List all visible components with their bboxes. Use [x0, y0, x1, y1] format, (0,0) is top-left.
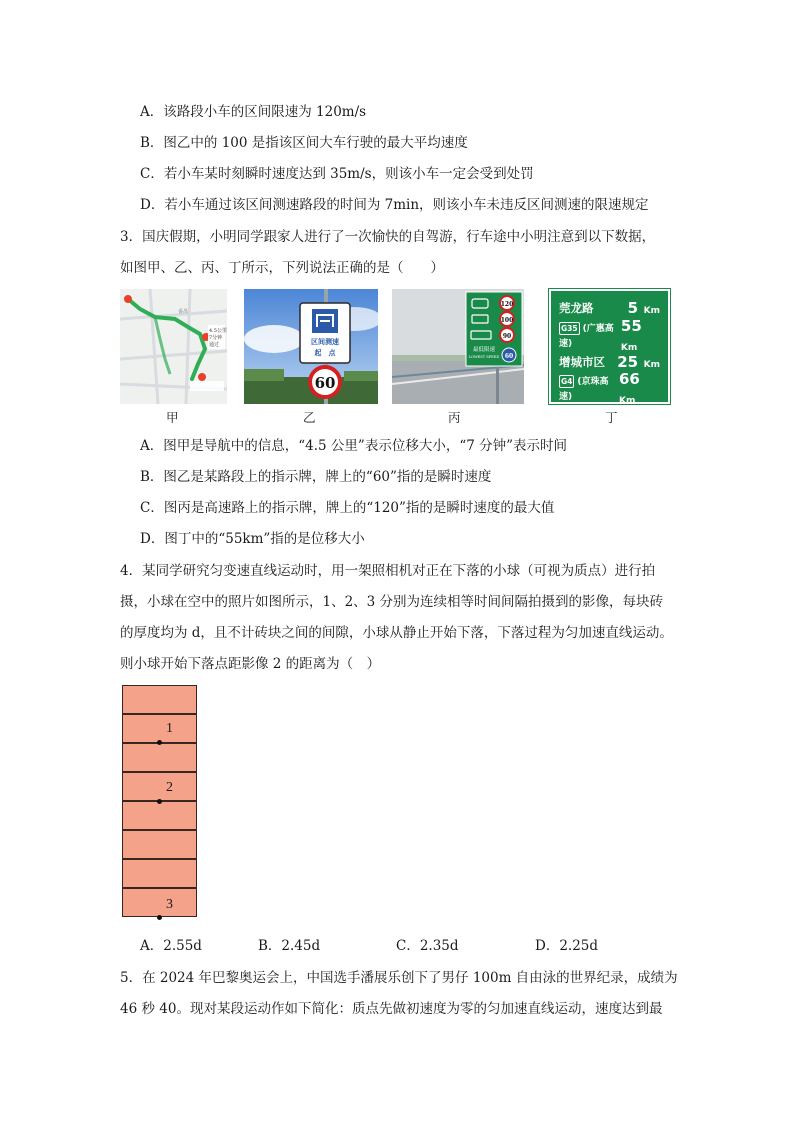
q3-option-c: C．图丙是高速路上的指示牌，牌上的“120”指的是瞬时速度的最大值: [140, 500, 555, 516]
q2-option-d: D．若小车通过该区间测速路段的时间为 7min，则该小车未违反区间测速的限速规定: [140, 197, 649, 213]
unit-3: Km: [643, 360, 660, 370]
destination-1: 莞龙路: [559, 300, 594, 315]
ball-image-2: [157, 799, 162, 804]
q3-stem-line2: 如图甲、乙、丙、丁所示，下列说法正确的是（ ）: [120, 260, 444, 276]
q4-stem-line3: 的厚度均为 d，且不计砖块之间的间隙，小球从静止开始下落，下落过程为匀加速直线运动。: [120, 625, 673, 641]
ball-image-3: [157, 915, 162, 920]
map-time-label: 7分钟: [209, 335, 223, 341]
distance-1: 5: [627, 299, 639, 317]
distance-3: 25: [617, 353, 639, 371]
brick: [122, 859, 197, 888]
destination-2: (广惠高速): [559, 324, 614, 349]
speed-zone-sign-photo: [244, 289, 378, 404]
unit-1: Km: [643, 306, 660, 316]
caption-yi: 乙: [303, 410, 316, 425]
brick: [122, 685, 197, 714]
ball-label-2: 2: [166, 780, 173, 795]
q5-stem-line1: 5．在 2024 年巴黎奥运会上，中国选手潘展乐创下了男仔 100m 自由泳的世界纪录，成绩为: [120, 970, 678, 986]
distance-sign-photo: [549, 289, 670, 404]
speed-100-text: 100: [500, 317, 514, 324]
map-place-label: 番禺: [178, 309, 189, 315]
lowest-speed-text: 最低限速: [472, 347, 496, 353]
brick: [122, 801, 197, 830]
q2-option-b: B．图乙中的 100 是指该区间大车行驶的最大平均速度: [140, 135, 468, 151]
highway-speed-sign-photo: [392, 289, 524, 404]
brick: [122, 772, 197, 801]
caption-bing: 丙: [448, 410, 461, 425]
map-drawing: [120, 289, 227, 404]
highway-sign-drawing: [392, 289, 524, 404]
distance-4: 66: [618, 369, 640, 388]
distance-2: 55: [620, 316, 642, 335]
q3-option-b: B．图乙是某路段上的指示牌，牌上的“60”指的是瞬时速度: [140, 469, 492, 485]
caption-ding: 丁: [605, 410, 618, 425]
speed-zone-drawing: [244, 289, 378, 404]
unit-2: Km: [620, 342, 638, 353]
q3-stem-line1: 3．国庆假期，小明同学跟家人进行了一次愉快的自驾游，行车途中小明注意到以下数据，: [120, 229, 656, 245]
speed-zone-start-text: 起 点: [314, 348, 336, 357]
unit-4: Km: [618, 395, 636, 404]
q4-stem-line2: 摄，小球在空中的照片如图所示，1、2、3 分别为连续相等时间间隔拍摄到的影像，每块砖: [120, 594, 664, 610]
q3-option-d: D．图丁中的“55km”指的是位移大小: [140, 531, 365, 547]
map-pass-label: 通过: [209, 342, 220, 348]
speed-90-text: 90: [502, 333, 512, 340]
q3-option-a: A．图甲是导航中的信息，“4.5 公里”表示位移大小，“7 分钟”表示时间: [140, 438, 567, 454]
q4-choice-c: C．2.35d: [396, 938, 459, 954]
brick: [122, 743, 197, 772]
speed-zone-text: 区间测速: [311, 337, 339, 346]
map-image: [120, 289, 227, 404]
min-speed-text: 60: [504, 353, 514, 360]
ball-label-3: 3: [166, 897, 173, 912]
distance-row-2: [559, 316, 660, 353]
caption-jia: 甲: [166, 410, 179, 425]
q5-stem-line2: 46 秒 40。现对某段运动作如下简化：质点先做初速度为零的匀加速直线运动，速度达到最: [120, 1001, 663, 1017]
ball-label-1: 1: [166, 721, 173, 736]
map-distance-label: 4.5公里: [209, 328, 227, 334]
g35-badge: G35: [561, 324, 578, 333]
brick: [122, 830, 197, 859]
distance-row-4: [559, 369, 660, 404]
q4-stem-line4: 则小球开始下落点距影像 2 的距离为（ ）: [120, 656, 381, 672]
lowest-speed-en-text: LOWEST SPEED: [468, 355, 500, 359]
destination-3: 增城市区: [559, 354, 605, 369]
speed-120-text: 120: [500, 301, 514, 308]
g4-badge: G4: [561, 377, 573, 386]
q4-choice-a: A．2.55d: [140, 938, 202, 954]
speed-limit-60-text: 60: [314, 374, 336, 392]
q2-option-c: C．若小车某时刻瞬时速度达到 35m/s，则该小车一定会受到处罚: [140, 166, 534, 182]
ball-image-1: [157, 740, 162, 745]
brick: [122, 888, 197, 917]
q4-stem-line1: 4．某同学研究匀变速直线运动时，用一架照相机对正在下落的小球（可视为质点）进行拍: [120, 563, 656, 579]
brick: [122, 714, 197, 743]
q2-option-a: A．该路段小车的区间限速为 120m/s: [140, 104, 367, 120]
destination-4: (京珠高速): [559, 377, 609, 402]
q4-choice-b: B．2.45d: [258, 938, 321, 954]
q4-choice-d: D．2.25d: [535, 938, 599, 954]
